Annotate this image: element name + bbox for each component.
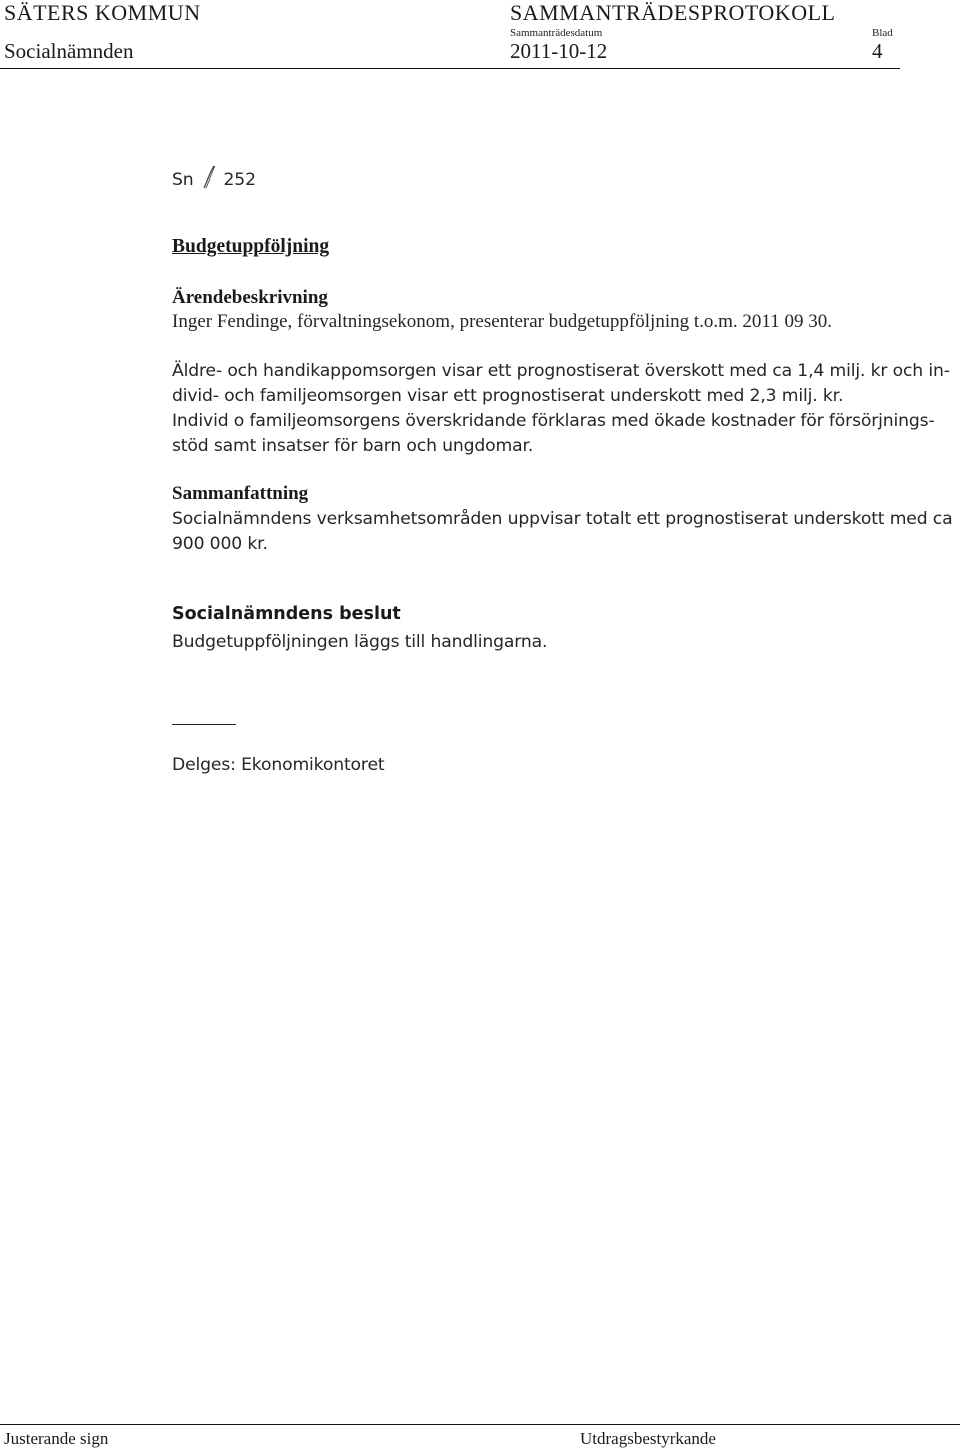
department-name: Socialnämnden	[4, 39, 134, 63]
document-type: SAMMANTRÄDESPROTOKOLL	[510, 0, 836, 25]
distribution-note: Delges: Ekonomikontoret	[172, 755, 385, 775]
paragraph-line: stöd samt insatser för barn och ungdomar.	[172, 436, 534, 456]
footer-certification: Utdragsbestyrkande	[580, 1429, 716, 1448]
arendebeskrivning-heading: Ärendebeskrivning	[172, 287, 328, 308]
paragraph-forecast	[172, 359, 950, 409]
item-title: Budgetuppföljning	[172, 236, 330, 257]
meeting-date: 2011-10-12	[510, 39, 608, 63]
paragraph-line: divid- och familjeomsorgen visar ett prognostiserat underskott med 2,3 milj. kr.	[172, 386, 844, 406]
footer-divider	[0, 1424, 960, 1425]
page-number: 4	[872, 39, 883, 63]
footer-adjuster-sign: Justerande sign	[4, 1429, 109, 1448]
short-divider	[172, 724, 236, 725]
beslut-heading: Socialnämndens beslut	[172, 604, 401, 624]
paragraph-line: Individ o familjeomsorgens överskridande förklaras med ökade kostnader för försörjnings-	[172, 411, 935, 431]
section-sign-icon	[200, 164, 218, 190]
arendebeskrivning-intro: Inger Fendinge, förvaltningsekonom, presenterar budgetuppföljning t.o.m. 2011 09 30.	[172, 311, 832, 332]
header-divider	[0, 68, 900, 69]
date-label: Sammanträdesdatum	[510, 27, 603, 39]
paragraph-line: Socialnämndens verksamhetsområden uppvisar totalt ett prognostiserat underskott med ca	[172, 509, 953, 529]
section-value: 252	[223, 170, 256, 190]
sammanfattning-heading: Sammanfattning	[172, 483, 309, 504]
page-label: Blad	[872, 27, 893, 39]
paragraph-explanation	[172, 409, 935, 459]
beslut-text: Budgetuppföljningen läggs till handlingarna.	[172, 632, 548, 652]
paragraph-line: 900 000 kr.	[172, 534, 268, 554]
paragraph-line: Äldre- och handikappomsorgen visar ett prognostiserat överskott med ca 1,4 milj. kr och in-	[172, 361, 950, 381]
section-number	[172, 164, 256, 190]
section-prefix: Sn	[172, 170, 194, 190]
organization-name: SÄTERS KOMMUN	[4, 0, 201, 25]
sammanfattning-text	[172, 507, 952, 557]
